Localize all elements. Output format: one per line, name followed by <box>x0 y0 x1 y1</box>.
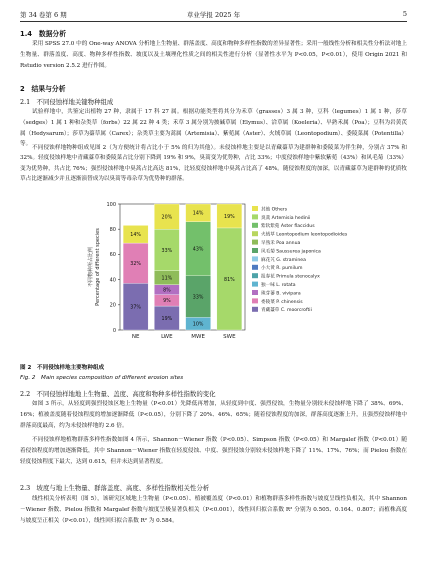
legend-swatch <box>252 298 258 303</box>
legend-label: 青藏薹草 C. moorcroftii <box>261 308 312 314</box>
legend-swatch <box>252 214 258 219</box>
legend-label: 臭蒿 Artemisia hedinii <box>261 215 311 221</box>
legend-swatch <box>252 240 258 245</box>
legend-swatch <box>252 231 258 236</box>
section-2-3-paragraph-1: 线性相关分析表明（图 5），该研究区域地上生物量（P<0.05）、植被覆盖度（P<0.01）和植物群落多样性指数与坡度呈线性负相关，其中 Shannon－Wiener 指数、Pielou 指数和 Margalef 指数与坡度呈极显著负相关（P<0.001），线性回归拟合系数 R² 分别为 0.505、0.164、0.807；而植株高度与坡度呈正相关（P<0.01），线性回归拟合系数 R² 为 0.584。 <box>20 496 407 524</box>
legend-label: 委陵菜 P. chinensis <box>261 299 303 305</box>
legend-swatch <box>252 223 258 228</box>
x-tick-label: MWE <box>191 334 205 340</box>
section-2-1-paragraph-2: 不同侵蚀样地物种组成见图 2（为方便统计将占比小于 5% 的归为其他）。未侵蚀样地主要是以青藏薹草为建群种和委陵菜为伴生种，分别占 37% 和 32%。轻度侵蚀样地中青藏薹草和委陵菜占比分别下降到 19% 和 9%，臭蒿变为优势种，占比 33%；中度侵蚀样地中紫软紫菀（43%）和风毛菊（33%）变为优势种，共占比 76%；强烈侵蚀样地中臭蒿占比高达 81%，比轻度侵蚀样地中臭蒿占比高了 48%。随侵蚀程度的加深，以青藏薹草为建群种的优质牧草占比逐渐减少并且逐渐演替成为以臭蒿等毒杂草为优势种的群落。 <box>20 145 407 182</box>
species-composition-chart <box>80 198 355 358</box>
page-number: 5 <box>402 10 407 18</box>
legend-label: 其他 Others <box>261 207 288 213</box>
data-label: 14% <box>130 233 141 239</box>
y-tick-label: 40 <box>109 277 116 284</box>
legend-label: 风毛菊 Saussurea japonica <box>261 249 321 255</box>
legend-label: 珠芽蓼 B. vivipara <box>261 291 301 297</box>
data-label: 8% <box>163 288 171 294</box>
data-label: 11% <box>161 276 173 282</box>
data-label: 14% <box>192 211 204 217</box>
x-tick-label: LWE <box>161 334 173 340</box>
legend-label: 报春花 Primula stenocalyx <box>261 274 320 280</box>
data-label: 43% <box>192 247 204 253</box>
legend-swatch <box>252 273 258 278</box>
y-tick-label: 20 <box>109 302 116 309</box>
legend-swatch <box>252 282 258 287</box>
section-2-1-heading: 2.1 不同侵蚀样地关键物种组成 <box>20 98 114 106</box>
section-2-heading: 2 结果与分析 <box>20 85 66 93</box>
section-2-2-heading: 2.2 不同侵蚀样地地上生物量、盖度、高度和物种多样性指数的变化 <box>20 390 216 398</box>
legend-swatch <box>252 265 258 270</box>
data-label: 19% <box>224 214 235 220</box>
legend-label: 独一味 L. rotata <box>261 283 296 288</box>
y-tick-label: 0 <box>112 327 116 334</box>
figure-2-caption-en: Fig. 2 Main species composition of different erosion sites <box>20 375 184 381</box>
legend-label: 紫软紫菀 Aster flaccidus <box>261 224 315 230</box>
section-2-2-paragraph-2: 不同侵蚀样地植物群落多样性指数如图 4 所示，Shannon－Wiener 指数（P<0.05）、Simpson 指数（P<0.05）和 Margalef 指数（P<0.01）随着侵蚀程度的增加逐渐降低，其中 Shannon－Wiener 指数在轻度侵蚀、中度、强烈侵蚀分别较未侵蚀样地下降了 11%、17%、76%；而 Pielou 指数在轻度侵蚀程度下最大，达到 0.615，但并未达到显著程度。 <box>20 437 407 465</box>
data-label: 32% <box>130 262 141 268</box>
data-label: 10% <box>192 322 204 328</box>
data-label: 9% <box>163 299 171 305</box>
y-tick-label: 80 <box>109 227 116 233</box>
stacked-bar-chart <box>80 198 355 358</box>
section-2-2-paragraph-1: 如图 3 所示，从轻度到强烈侵蚀区地上生物量（P<0.01）先降低再增加，从轻度到中度、强烈侵蚀，生物量分别较未侵蚀样地下降了 38%、69%、16%；植被盖度随着侵蚀程度的增加逐渐降低（P<0.05），分别下降了 20%、46%、65%；随着侵蚀程度的加深，群落高度逐渐上升，且强烈侵蚀样地中群落高度最高，约为未侵蚀样地的 2.6 倍。 <box>20 401 407 429</box>
legend-swatch <box>252 256 258 261</box>
y-tick-label: 60 <box>109 252 116 259</box>
x-tick-label: SWE <box>223 334 236 340</box>
legend-swatch <box>252 290 258 295</box>
section-1-4-text: 采用 SPSS 27.0 中的 One-way ANOVA 分析地上生物量、群落盖度、高度和物种多样性指数的差异显著性；采用一般线性分析和相关性分析法对地上生物量、群落盖度、高度、物种多样性指数、坡度以及土壤理化性质之间的相关性进行分析（显著性水平为 P<0.05，P<0.01），使用 Origin 2021 和 Rstudio version 2.5.2 进行作图。 <box>20 41 407 69</box>
data-label: 20% <box>161 215 173 221</box>
data-label: 19% <box>161 316 173 322</box>
y-axis-label: 不同物种所占比例 <box>88 246 94 288</box>
legend-label: 火绒草 Leontopodium leontopodioides <box>261 232 348 238</box>
data-label: 33% <box>161 248 173 254</box>
section-2-3-heading: 2.3 坡度与地上生物量、群落盖度、高度、多样性指数相关性分析 <box>20 484 210 492</box>
x-tick-label: NE <box>131 334 140 340</box>
legend-label: 小大黄 R. pumilum <box>261 266 303 272</box>
section-1-4-heading: 1.4 数据分析 <box>20 30 67 38</box>
data-label: 33% <box>192 295 204 301</box>
data-label: 37% <box>130 305 141 311</box>
volume-label: 第 34 卷第 6 期 <box>20 11 67 19</box>
journal-label: 草业学报 2025 年 <box>186 11 241 19</box>
y-axis-label: Percentage of different species <box>95 228 101 306</box>
running-header <box>20 9 407 22</box>
y-tick-label: 100 <box>106 201 116 208</box>
legend-label: 麻花艽 G. straminea <box>261 257 306 263</box>
legend-swatch <box>252 307 258 312</box>
legend-swatch <box>252 206 258 211</box>
legend-swatch <box>252 248 258 253</box>
figure-2-caption-cn: 图 2 不同侵蚀样地主要物种组成 <box>20 365 105 371</box>
data-label: 81% <box>224 277 235 283</box>
section-2-1-paragraph-1: 试验样地中，共鉴定出植物 27 种，隶属于 17 科 27 属。根据功能类型将其分为禾草（grasses）3 属 3 种，豆科（legumes）1 属 1 种，莎草（sedges）1 属 1 种和杂类草（forbs）22 属 22 种 4 类；禾草 3 属分别为披碱草属（Elymus）、洽草属（Koeleria）、早熟禾属（Poa）；豆科为岩黄芪属（Hedysarum）；莎草为薹草属（Carex）；杂类草主要为蒿属（Artemisia）、紫菀属（Aster）、火绒草属（Leontopodium）、委陵菜属（Potentilla）等。 <box>20 109 407 148</box>
legend-label: 早熟禾 Poa annua <box>261 241 301 246</box>
